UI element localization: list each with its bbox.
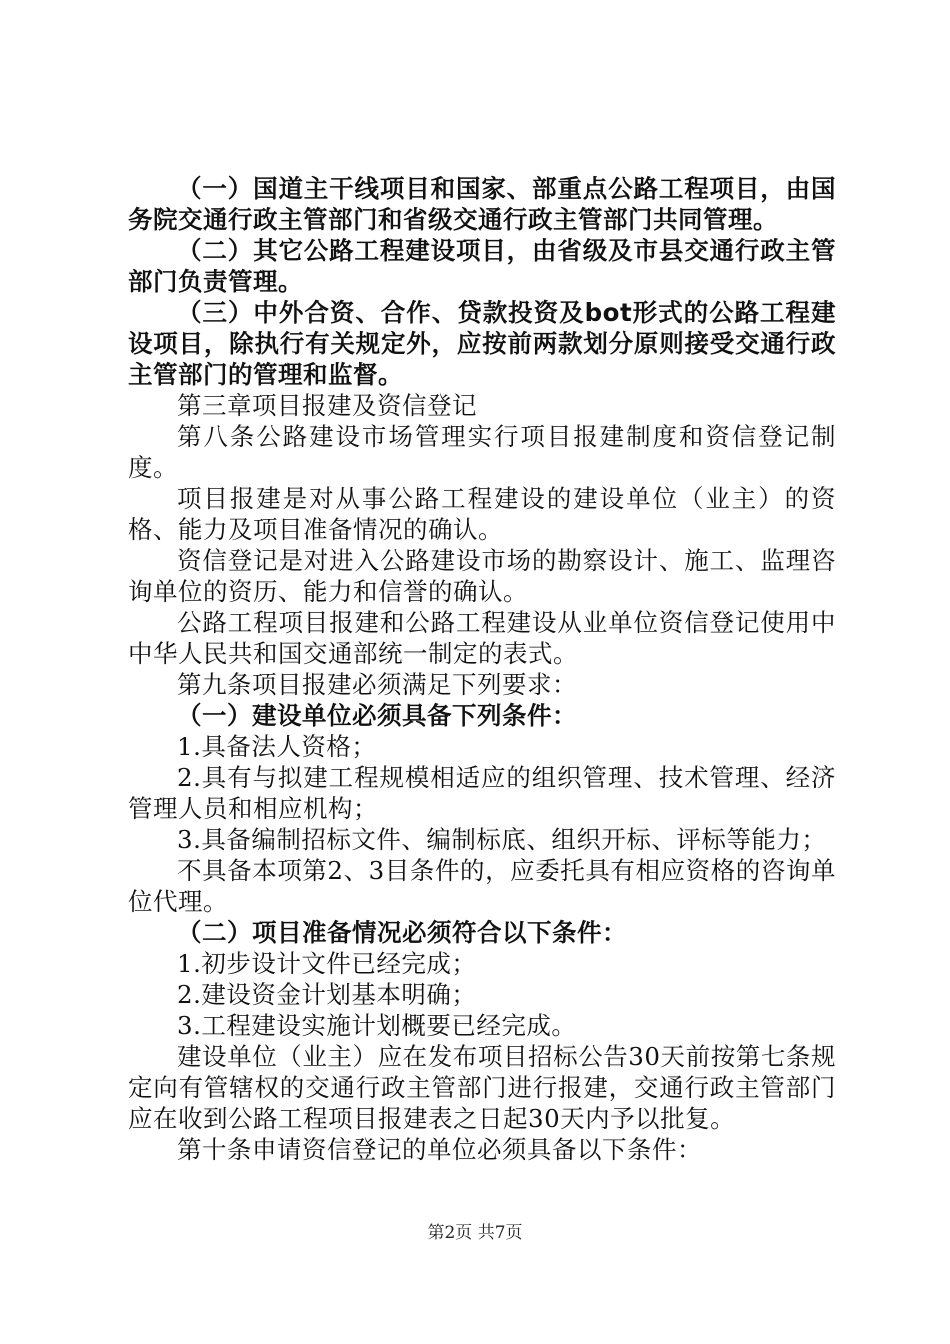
list-item: 3.工程建设实施计划概要已经完成。 [177, 1011, 577, 1040]
paragraph: 建设单位（业主）应在发布项目招标公告30天前按第七条规定向有管辖权的交通行政主管部门进行报建，交通行政主管部门应在收到公路工程项目报建表之日起30天内予以批复。 [128, 1042, 836, 1133]
paragraph: 资信登记是对进入公路建设市场的勘察设计、施工、监理咨询单位的资历、能力和信誉的确认。 [128, 546, 836, 606]
paragraph: 项目报建是对从事公路工程建设的建设单位（业主）的资格、能力及项目准备情况的确认。 [128, 484, 836, 544]
paragraph: （三）中外合资、合作、贷款投资及bot形式的公路工程建设项目，除执行有关规定外，应按前两款划分原则接受交通行政主管部门的管理和监督。 [128, 298, 836, 389]
paragraph: （二）其它公路工程建设项目，由省级及市县交通行政主管部门负责管理。 [128, 236, 836, 296]
paragraph: （一）建设单位必须具备下列条件： [177, 701, 577, 730]
document-body [128, 173, 836, 1165]
list-item: 1.初步设计文件已经完成； [177, 949, 477, 978]
paragraph: （二）项目准备情况必须符合以下条件： [177, 918, 627, 947]
chapter-heading: 第三章项目报建及资信登记 [177, 391, 477, 420]
paragraph: 公路工程项目报建和公路工程建设从业单位资信登记使用中中华人民共和国交通部统一制定的表式。 [128, 608, 836, 668]
paragraph: 第十条申请资信登记的单位必须具备以下条件： [177, 1135, 702, 1164]
paragraph: 第八条公路建设市场管理实行项目报建制度和资信登记制度。 [128, 422, 836, 482]
paragraph: 不具备本项第2、3目条件的，应委托具有相应资格的咨询单位代理。 [128, 856, 836, 916]
list-item: 1.具备法人资格； [177, 732, 377, 761]
paragraph: （一）国道主干线项目和国家、部重点公路工程项目，由国务院交通行政主管部门和省级交通行政主管部门共同管理。 [128, 174, 836, 234]
list-item: 2.建设资金计划基本明确； [177, 980, 477, 1009]
page-footer: 第2页 共7页 [427, 1223, 523, 1243]
paragraph: 第九条项目报建必须满足下列要求： [177, 670, 577, 699]
list-item: 3.具备编制招标文件、编制标底、组织开标、评标等能力； [177, 825, 827, 854]
list-item: 2.具有与拟建工程规模相适应的组织管理、技术管理、经济管理人员和相应机构； [128, 763, 836, 823]
